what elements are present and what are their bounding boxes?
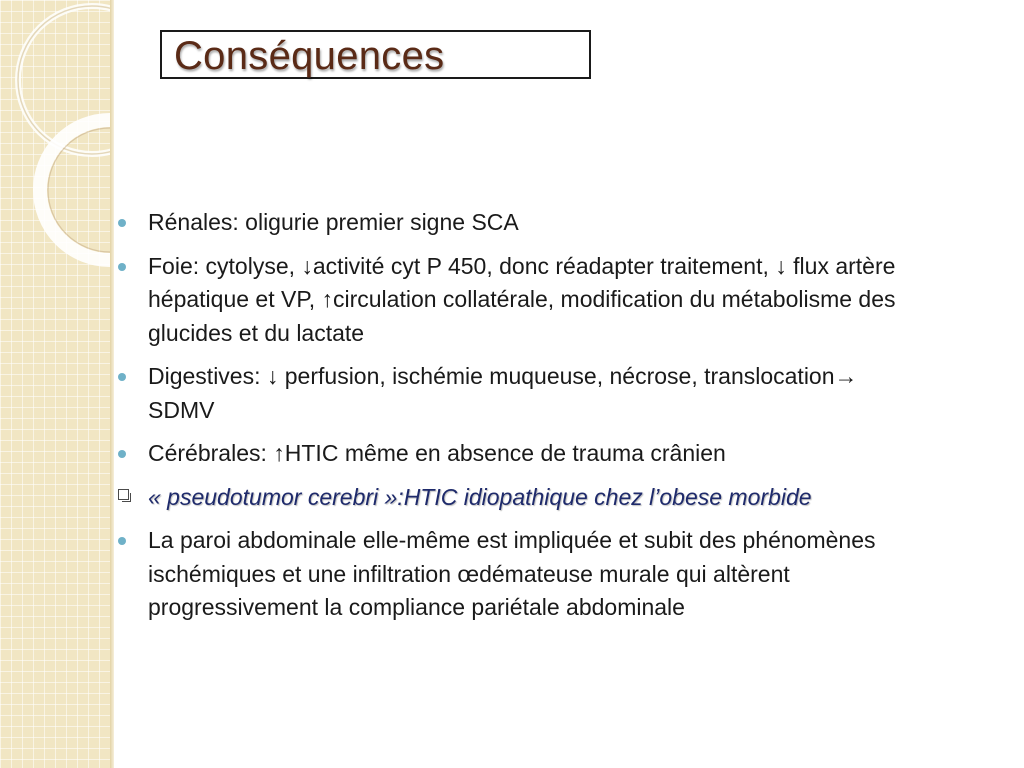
bullet-pseudotumor <box>118 481 898 515</box>
bullet-text: « pseudotumor cerebri »:HTIC idiopathique chez l’obese morbide <box>148 483 812 510</box>
bullet-text: La paroi abdominale elle-même est impliquée et subit des phénomènes ischémiques et une infiltration œdémateuse murale qui altèrent progressivement la compliance pariétale abdominale <box>148 527 876 620</box>
slide-title: Conséquences <box>174 34 445 78</box>
checkbox-square-icon <box>118 489 129 500</box>
bullet-dot-icon <box>118 219 126 227</box>
bullet-text: Cérébrales: ↑HTIC même en absence de trauma crânien <box>148 440 726 466</box>
bullet-list <box>118 206 898 635</box>
bullet-text: Foie: cytolyse, ↓activité cyt P 450, donc réadapter traitement, ↓ flux artère hépatique et VP, ↑circulation collatérale, modification du métabolisme des glucides et du lactate <box>148 252 896 346</box>
decorative-side-band <box>0 0 112 768</box>
bullet-dot-icon <box>118 373 126 381</box>
bullet-renales <box>118 206 898 240</box>
decorative-rings <box>0 0 112 768</box>
bullet-dot-icon <box>118 263 126 271</box>
bullet-text: Rénales: oligurie premier signe SCA <box>148 209 519 235</box>
bullet-dot-icon <box>118 537 126 545</box>
bullet-paroi-abdominale <box>118 524 898 625</box>
side-band-edge <box>110 0 114 768</box>
bullet-cerebrales <box>118 437 898 471</box>
bullet-dot-icon <box>118 450 126 458</box>
bullet-foie <box>118 250 898 351</box>
bullet-digestives <box>118 360 898 427</box>
bullet-text: Digestives: ↓ perfusion, ischémie muqueuse, nécrose, translocation→ SDMV <box>148 363 858 423</box>
title-box <box>160 30 591 79</box>
